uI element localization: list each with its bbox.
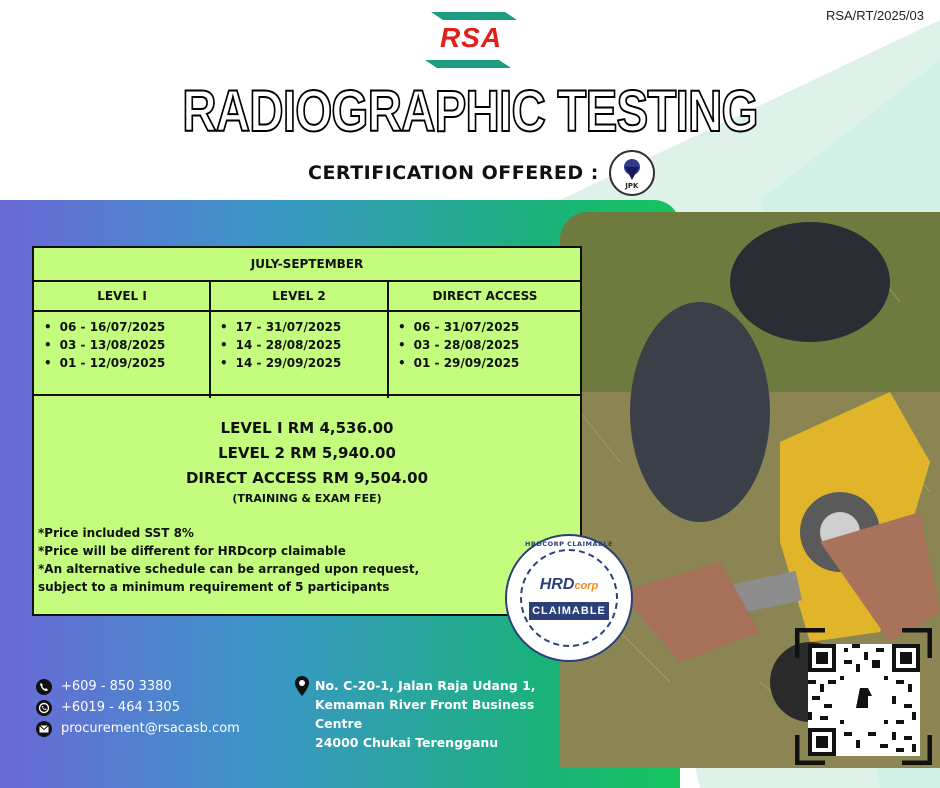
claimable-banner: CLAIMABLE xyxy=(529,602,609,620)
hrdcorp-claimable-badge xyxy=(505,534,633,662)
contact-block xyxy=(36,676,240,739)
level-2-dates xyxy=(210,312,388,396)
jpk-emblem-icon xyxy=(609,150,655,196)
price-level-1: LEVEL I RM 4,536.00 xyxy=(220,419,394,437)
column-header-direct-access: DIRECT ACCESS xyxy=(388,282,582,312)
email-address[interactable]: procurement@rsacasb.com xyxy=(61,721,240,736)
note-line: subject to a minimum requirement of 5 participants xyxy=(38,580,390,594)
date-item: • 06 - 16/07/2025 xyxy=(44,318,210,336)
hrd-logo: HRD xyxy=(539,576,575,593)
email-icon xyxy=(36,721,52,737)
note-line: *An alternative schedule can be arranged upon request, xyxy=(38,562,420,576)
level-1-dates xyxy=(34,312,210,396)
date-item: • 03 - 28/08/2025 xyxy=(398,336,582,354)
note-line: *Price will be different for HRDcorp claimable xyxy=(38,544,346,558)
address-lines xyxy=(315,676,536,752)
address-line: Centre xyxy=(315,716,363,731)
date-item: • 14 - 29/09/2025 xyxy=(220,354,388,372)
hrd-logo-suffix: corp xyxy=(574,580,599,592)
date-item: • 03 - 13/08/2025 xyxy=(44,336,210,354)
email-row[interactable] xyxy=(36,718,240,739)
rsa-logo xyxy=(425,6,517,74)
document-code: RSA/RT/2025/03 xyxy=(825,8,924,23)
schedule-period: JULY-SEPTEMBER xyxy=(34,248,580,282)
address-block xyxy=(295,676,536,752)
whatsapp-row[interactable] xyxy=(36,697,240,718)
phone-row[interactable] xyxy=(36,676,240,697)
pricing-block xyxy=(34,416,580,507)
address-line: 24000 Chukai Terengganu xyxy=(315,735,499,750)
address-line: Kemaman River Front Business xyxy=(315,697,535,712)
price-level-2: LEVEL 2 RM 5,940.00 xyxy=(218,444,396,462)
note-line: *Price included SST 8% xyxy=(38,526,194,540)
fee-note: (TRAINING & EXAM FEE) xyxy=(232,492,382,505)
date-item: • 06 - 31/07/2025 xyxy=(398,318,582,336)
schedule-card xyxy=(32,246,582,616)
certification-label: CERTIFICATION OFFERED : xyxy=(308,162,599,184)
direct-access-dates xyxy=(388,312,582,396)
phone-number[interactable]: +609 - 850 3380 xyxy=(61,679,172,694)
jpk-badge-text: JPK xyxy=(625,182,639,190)
price-direct-access: DIRECT ACCESS RM 9,504.00 xyxy=(185,469,429,487)
whatsapp-icon xyxy=(36,700,52,716)
date-item: • 17 - 31/07/2025 xyxy=(220,318,388,336)
page-title: RADIOGRAPHIC TESTING xyxy=(182,79,758,144)
qr-code[interactable] xyxy=(808,644,920,756)
date-item: • 01 - 29/09/2025 xyxy=(398,354,582,372)
certification-row xyxy=(308,150,655,196)
address-line: No. C-20-1, Jalan Raja Udang 1, xyxy=(315,678,536,693)
date-item: • 14 - 28/08/2025 xyxy=(220,336,388,354)
rsa-logo-text: RSA xyxy=(439,22,503,53)
phone-icon xyxy=(36,679,52,695)
date-item: • 01 - 12/09/2025 xyxy=(44,354,210,372)
notes-block xyxy=(38,524,578,596)
badge-ring-text: HRDCORP CLAIMABLE xyxy=(524,540,614,548)
column-header-level-2: LEVEL 2 xyxy=(210,282,388,312)
whatsapp-number[interactable]: +6019 - 464 1305 xyxy=(61,700,180,715)
badge-ring xyxy=(520,549,618,647)
hrd-logo-text xyxy=(507,576,631,594)
column-header-level-1: LEVEL I xyxy=(34,282,210,312)
location-pin-icon xyxy=(295,676,309,696)
